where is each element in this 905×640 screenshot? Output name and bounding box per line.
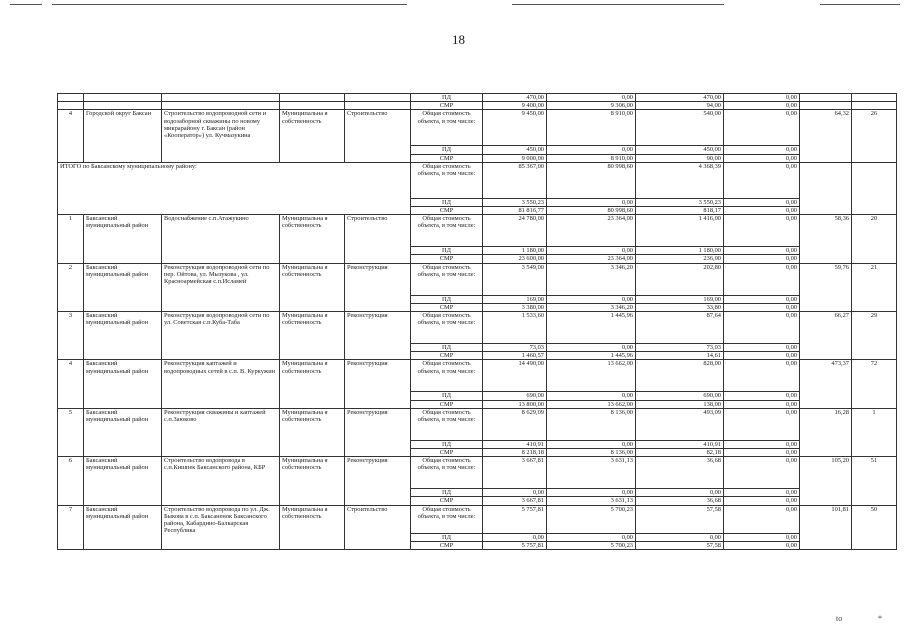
value-total: 0,00	[483, 533, 547, 541]
value-federal: 23 364,00	[547, 215, 636, 247]
value-regional: 14,61	[636, 352, 724, 360]
value-local: 0,00	[724, 207, 800, 215]
row-label: СМР	[411, 497, 483, 505]
row-label: СМР	[411, 207, 483, 215]
project-extra-value: 105,20	[800, 457, 852, 505]
project-extra-value: 66,27	[800, 312, 852, 360]
value-total: 1 533,60	[483, 312, 547, 344]
value-federal: 0,00	[547, 94, 636, 102]
value-total: 3 667,81	[483, 457, 547, 489]
project-row	[58, 360, 897, 392]
value-total: 410,91	[483, 440, 547, 448]
value-total: 23 600,00	[483, 255, 547, 263]
project-extra-value: 101,81	[800, 505, 852, 549]
project-ownership: Муниципальна я собственность	[280, 110, 345, 162]
value-total: 73,03	[483, 344, 547, 352]
value-regional: 82,18	[636, 449, 724, 457]
value-regional: 87,64	[636, 312, 724, 344]
project-last-value: 26	[852, 110, 897, 162]
project-extra-value: 16,28	[800, 408, 852, 456]
value-total: 8 629,09	[483, 408, 547, 440]
empty-cell	[852, 102, 897, 110]
empty-cell	[800, 102, 852, 110]
project-number: 3	[58, 312, 84, 360]
project-row	[58, 505, 897, 533]
value-local: 0,00	[724, 352, 800, 360]
project-number: 2	[58, 263, 84, 311]
top-rule-mid-right	[512, 4, 724, 5]
row-label: ПД	[411, 198, 483, 206]
value-total: 85 367,00	[483, 162, 547, 198]
value-regional: 57,58	[636, 541, 724, 549]
value-federal: 5 700,23	[547, 541, 636, 549]
value-federal: 0,00	[547, 489, 636, 497]
value-regional: 36,68	[636, 457, 724, 489]
value-total: 1 460,57	[483, 352, 547, 360]
value-local: 0,00	[724, 198, 800, 206]
value-federal: 8 136,00	[547, 408, 636, 440]
value-local: 0,00	[724, 392, 800, 400]
value-total: 13 800,00	[483, 400, 547, 408]
value-federal: 1 445,96	[547, 352, 636, 360]
value-local: 0,00	[724, 457, 800, 489]
value-regional: 3 550,23	[636, 198, 724, 206]
project-type: Реконструкция	[345, 263, 411, 311]
value-federal: 3 631,13	[547, 497, 636, 505]
project-last-value: 50	[852, 505, 897, 549]
value-federal: 0,00	[547, 295, 636, 303]
value-federal: 3 631,13	[547, 457, 636, 489]
value-federal: 3 346,20	[547, 263, 636, 295]
project-extra-value: 58,36	[800, 215, 852, 263]
value-federal: 13 662,00	[547, 360, 636, 392]
value-regional: 1 180,00	[636, 247, 724, 255]
value-local: 0,00	[724, 94, 800, 102]
object-table	[57, 93, 897, 550]
value-regional: 57,58	[636, 505, 724, 533]
value-total: 3 550,23	[483, 198, 547, 206]
project-number: 7	[58, 505, 84, 549]
value-federal: 0,00	[547, 344, 636, 352]
value-total: 24 780,00	[483, 215, 547, 247]
project-territory: Баксанский муниципальный район	[84, 312, 162, 360]
project-last-value: 1	[852, 408, 897, 456]
value-regional: 138,00	[636, 400, 724, 408]
empty-cell	[800, 162, 852, 214]
value-local: 0,00	[724, 102, 800, 110]
value-federal: 0,00	[547, 392, 636, 400]
value-regional: 0,00	[636, 489, 724, 497]
value-federal: 13 662,00	[547, 400, 636, 408]
value-total: 8 218,18	[483, 449, 547, 457]
total-label: Общая стоимость объекта, в том числе:	[411, 110, 483, 146]
continuation-row	[58, 94, 897, 102]
value-regional: 90,00	[636, 154, 724, 162]
itogo-row	[58, 162, 897, 198]
empty-cell	[345, 94, 411, 102]
row-label: СМР	[411, 352, 483, 360]
value-total: 14 490,00	[483, 360, 547, 392]
value-regional: 33,80	[636, 303, 724, 311]
value-local: 0,00	[724, 497, 800, 505]
row-label: ПД	[411, 489, 483, 497]
row-label: ПД	[411, 94, 483, 102]
project-name: Водоснабжение с.п.Атажукино	[162, 215, 280, 263]
project-number: 5	[58, 408, 84, 456]
total-label: Общая стоимость объекта, в том числе:	[411, 505, 483, 533]
project-name: Строительство водопровода по ул. Дж. Быкова в с.п. Баксаненок Баксанского района, Кабардино-Балкарская Республика	[162, 505, 280, 549]
value-regional: 690,00	[636, 392, 724, 400]
value-federal: 23 364,00	[547, 255, 636, 263]
project-row	[58, 263, 897, 295]
project-ownership: Муниципальна я собственность	[280, 505, 345, 549]
empty-cell	[162, 102, 280, 110]
value-local: 0,00	[724, 408, 800, 440]
total-label: Общая стоимость объекта, в том числе:	[411, 360, 483, 392]
project-type: Строительство	[345, 215, 411, 263]
value-federal: 80 998,60	[547, 207, 636, 215]
value-regional: 828,00	[636, 360, 724, 392]
value-local: 0,00	[724, 247, 800, 255]
row-label: СМР	[411, 255, 483, 263]
project-type: Реконструкция	[345, 360, 411, 408]
row-label: ПД	[411, 295, 483, 303]
row-label: ПД	[411, 247, 483, 255]
value-total: 9 450,00	[483, 110, 547, 146]
value-federal: 8 136,00	[547, 449, 636, 457]
project-territory: Баксанский муниципальный район	[84, 263, 162, 311]
row-label: СМР	[411, 541, 483, 549]
project-last-value: 20	[852, 215, 897, 263]
project-number: 6	[58, 457, 84, 505]
value-local: 0,00	[724, 360, 800, 392]
top-rule-right	[820, 4, 900, 5]
value-federal: 0,00	[547, 146, 636, 154]
value-regional: 4 368,39	[636, 162, 724, 198]
project-territory: Баксанский муниципальный район	[84, 457, 162, 505]
value-total: 9 400,00	[483, 102, 547, 110]
row-label: СМР	[411, 102, 483, 110]
value-federal: 0,00	[547, 247, 636, 255]
empty-cell	[345, 102, 411, 110]
value-regional: 818,17	[636, 207, 724, 215]
value-regional: 493,09	[636, 408, 724, 440]
value-federal: 8 910,00	[547, 154, 636, 162]
project-extra-value: 59,76	[800, 263, 852, 311]
value-local: 0,00	[724, 344, 800, 352]
empty-cell	[58, 102, 84, 110]
total-label: Общая стоимость объекта, в том числе:	[411, 215, 483, 247]
total-label: Общая стоимость объекта, в том числе:	[411, 263, 483, 295]
value-total: 9 000,00	[483, 154, 547, 162]
project-type: Строительство	[345, 505, 411, 549]
project-ownership: Муниципальна я собственность	[280, 263, 345, 311]
project-territory: Баксанский муниципальный район	[84, 215, 162, 263]
project-ownership: Муниципальна я собственность	[280, 408, 345, 456]
page-number: 18	[452, 32, 465, 47]
row-label: СМР	[411, 154, 483, 162]
empty-cell	[84, 94, 162, 102]
empty-cell	[852, 162, 897, 214]
project-ownership: Муниципальна я собственность	[280, 312, 345, 360]
top-rule-left	[10, 4, 42, 5]
project-row	[58, 312, 897, 344]
total-label: Общая стоимость объекта, в том числе:	[411, 162, 483, 198]
project-number: 4	[58, 360, 84, 408]
value-regional: 540,00	[636, 110, 724, 146]
project-type: Реконструкция	[345, 457, 411, 505]
value-regional: 73,03	[636, 344, 724, 352]
project-last-value: 51	[852, 457, 897, 505]
itogo-label: ИТОГО по Баксанскому муниципальному району:	[58, 162, 411, 214]
row-label: ПД	[411, 533, 483, 541]
project-ownership: Муниципальна я собственность	[280, 215, 345, 263]
value-local: 0,00	[724, 263, 800, 295]
total-label: Общая стоимость объекта, в том числе:	[411, 457, 483, 489]
value-total: 3 380,00	[483, 303, 547, 311]
project-ownership: Муниципальна я собственность	[280, 360, 345, 408]
value-total: 3 667,81	[483, 497, 547, 505]
project-last-value: 21	[852, 263, 897, 311]
project-row	[58, 110, 897, 146]
value-total: 5 757,81	[483, 541, 547, 549]
empty-cell	[280, 102, 345, 110]
empty-cell	[852, 94, 897, 102]
project-type: Реконструкция	[345, 408, 411, 456]
empty-cell	[58, 94, 84, 102]
continuation-row	[58, 102, 897, 110]
project-name: Реконструкция скважины и каптажей с.п.Заюково	[162, 408, 280, 456]
total-label: Общая стоимость объекта, в том числе:	[411, 408, 483, 440]
value-regional: 36,68	[636, 497, 724, 505]
value-local: 0,00	[724, 295, 800, 303]
project-territory: Баксанский муниципальный район	[84, 360, 162, 408]
value-regional: 450,00	[636, 146, 724, 154]
project-number: 1	[58, 215, 84, 263]
value-federal: 80 998,60	[547, 162, 636, 198]
empty-cell	[280, 94, 345, 102]
empty-cell	[84, 102, 162, 110]
value-local: 0,00	[724, 505, 800, 533]
value-regional: 94,00	[636, 102, 724, 110]
project-type: Реконструкция	[345, 312, 411, 360]
project-territory: Городской округ Баксан	[84, 110, 162, 162]
value-federal: 1 445,96	[547, 312, 636, 344]
margin-mark: to	[836, 614, 843, 623]
row-label: ПД	[411, 146, 483, 154]
value-total: 169,00	[483, 295, 547, 303]
value-local: 0,00	[724, 541, 800, 549]
value-total: 81 816,77	[483, 207, 547, 215]
value-total: 470,00	[483, 94, 547, 102]
value-local: 0,00	[724, 154, 800, 162]
project-name: Строительство водопроводной сети и водозаборной скважины по новому микрарайону г. Баксан (район «Кооператор») ул. Кучмазукина	[162, 110, 280, 162]
project-territory: Баксанский муниципальный район	[84, 408, 162, 456]
value-federal: 5 700,23	[547, 505, 636, 533]
value-local: 0,00	[724, 440, 800, 448]
margin-mark-2: *	[878, 614, 882, 623]
project-name: Строительство водопровода в с.п.Кишпек Баксанского района, КБР	[162, 457, 280, 505]
value-regional: 410,91	[636, 440, 724, 448]
value-local: 0,00	[724, 533, 800, 541]
project-territory: Баксанский муниципальный район	[84, 505, 162, 549]
value-local: 0,00	[724, 449, 800, 457]
value-total: 3 549,00	[483, 263, 547, 295]
row-label: СМР	[411, 400, 483, 408]
value-regional: 169,00	[636, 295, 724, 303]
project-row	[58, 215, 897, 247]
value-total: 0,00	[483, 489, 547, 497]
value-federal: 0,00	[547, 198, 636, 206]
value-federal: 3 346,20	[547, 303, 636, 311]
value-regional: 0,00	[636, 533, 724, 541]
row-label: ПД	[411, 392, 483, 400]
value-local: 0,00	[724, 489, 800, 497]
project-row	[58, 457, 897, 489]
total-label: Общая стоимость объекта, в том числе:	[411, 312, 483, 344]
value-regional: 202,80	[636, 263, 724, 295]
value-total: 1 180,00	[483, 247, 547, 255]
row-label: ПД	[411, 344, 483, 352]
top-rule-mid-left	[52, 4, 407, 5]
value-regional: 236,00	[636, 255, 724, 263]
value-total: 5 757,81	[483, 505, 547, 533]
project-extra-value: 64,32	[800, 110, 852, 162]
value-total: 450,00	[483, 146, 547, 154]
project-name: Реконструкция водопроводной сети по пер. Ойтова, ул. Мызукова , ул. Красноармейская с.п.Исламей	[162, 263, 280, 311]
value-local: 0,00	[724, 162, 800, 198]
row-label: ПД	[411, 440, 483, 448]
value-local: 0,00	[724, 255, 800, 263]
project-last-value: 72	[852, 360, 897, 408]
empty-cell	[162, 94, 280, 102]
value-federal: 0,00	[547, 533, 636, 541]
project-number: 4	[58, 110, 84, 162]
value-total: 690,00	[483, 392, 547, 400]
project-type: Строительство	[345, 110, 411, 162]
value-local: 0,00	[724, 215, 800, 247]
project-ownership: Муниципальна я собственность	[280, 457, 345, 505]
row-label: СМР	[411, 449, 483, 457]
project-name: Реконструкция водопроводной сети по ул. Советская с.п.Куба-Таба	[162, 312, 280, 360]
value-local: 0,00	[724, 146, 800, 154]
value-local: 0,00	[724, 400, 800, 408]
value-regional: 1 416,00	[636, 215, 724, 247]
value-federal: 9 306,00	[547, 102, 636, 110]
empty-cell	[800, 94, 852, 102]
project-last-value: 29	[852, 312, 897, 360]
project-extra-value: 473,37	[800, 360, 852, 408]
value-federal: 8 910,00	[547, 110, 636, 146]
value-local: 0,00	[724, 110, 800, 146]
value-local: 0,00	[724, 303, 800, 311]
project-row	[58, 408, 897, 440]
value-local: 0,00	[724, 312, 800, 344]
row-label: СМР	[411, 303, 483, 311]
value-federal: 0,00	[547, 440, 636, 448]
project-name: Реконструкция каптажей и водопроводных сетей в с.п. В. Куркужин	[162, 360, 280, 408]
value-regional: 470,00	[636, 94, 724, 102]
